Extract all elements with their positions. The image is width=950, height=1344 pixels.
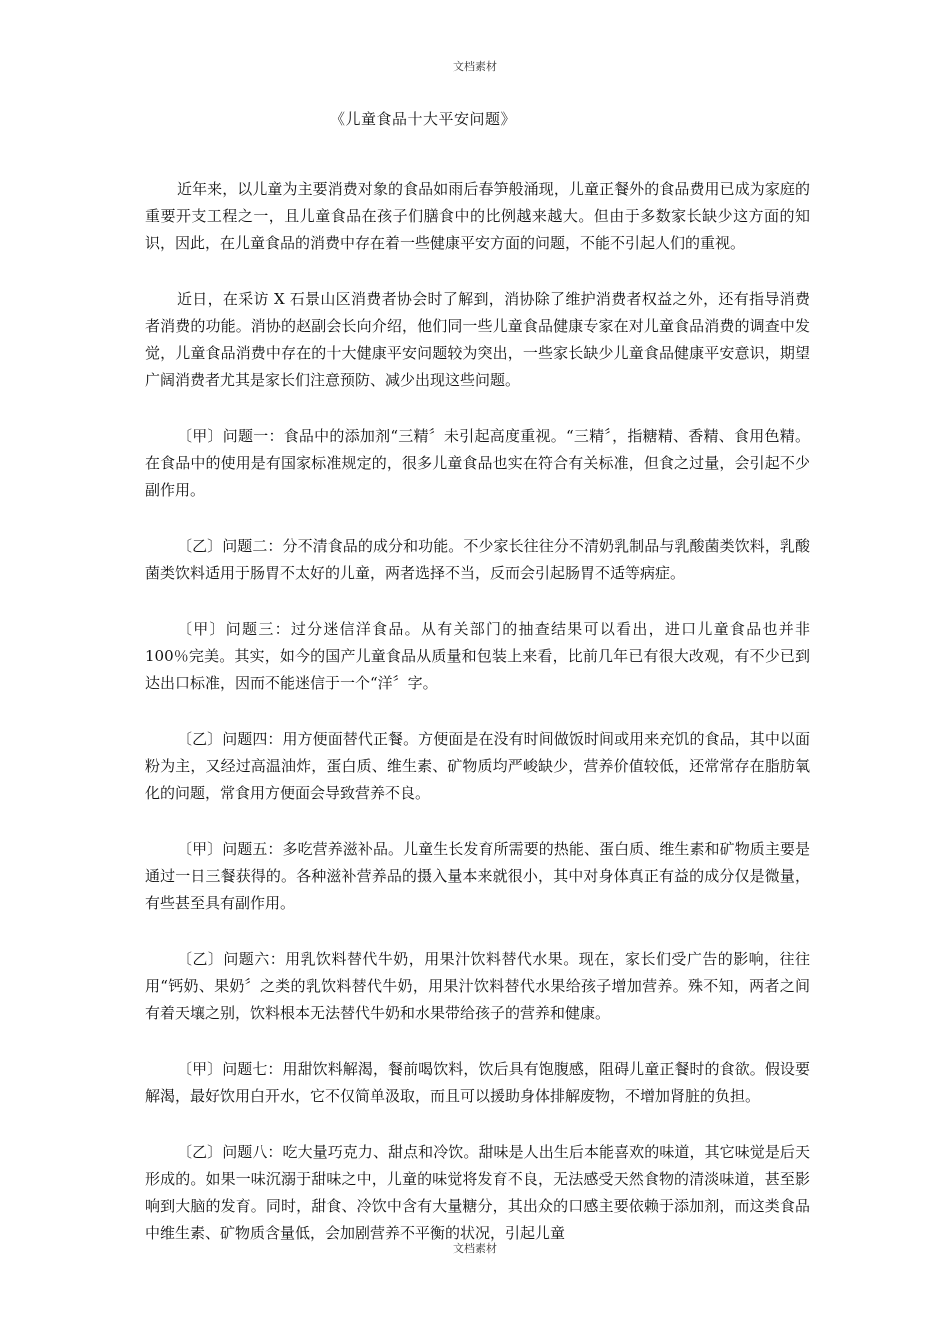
paragraph-issue-7: 〔甲〕问题七：用甜饮料解渴，餐前喝饮料，饮后具有饱腹感，阻碍儿童正餐时的食欲。假设要解渴，最好饮用白开水，它不仅简单汲取，而且可以援助身体排解废物，不增加肾脏的负担。	[145, 1060, 810, 1105]
document-title: 《儿童食品十大平安问题》	[330, 110, 517, 128]
document-body	[145, 176, 810, 1276]
page-footer: 文档素材	[453, 1242, 497, 1255]
paragraph-issue-4: 〔乙〕问题四：用方便面替代正餐。方便面是在没有时间做饭时间或用来充饥的食品，其中以面粉为主，又经过高温油炸，蛋白质、维生素、矿物质均严峻缺少，营养价值较低，还常常存在脂肪氧化的问题，常食用方便面会导致营养不良。	[145, 730, 810, 802]
paragraph-intro: 近年来，以儿童为主要消费对象的食品如雨后春笋般涌现，儿童正餐外的食品费用已成为家庭的重要开支工程之一，且儿童食品在孩子们膳食中的比例越来越大。但由于多数家长缺少这方面的知识，因此，在儿童食品的消费中存在着一些健康平安方面的问题，不能不引起人们的重视。	[145, 180, 810, 252]
paragraph-interview: 近日，在采访 X 石景山区消费者协会时了解到，消协除了维护消费者权益之外，还有指导消费者消费的功能。消协的赵副会长向介绍，他们同一些儿童食品健康专家在对儿童食品消费的调查中发觉，儿童食品消费中存在的十大健康平安问题较为突出，一些家长缺少儿童食品健康平安意识，期望广阔消费者尤其是家长们注意预防、减少出现这些问题。	[145, 290, 810, 389]
paragraph-issue-6: 〔乙〕问题六：用乳饮料替代牛奶，用果汁饮料替代水果。现在，家长们受广告的影响，往往用“钙奶、果奶〞之类的乳饮料替代牛奶，用果汁饮料替代水果给孩子增加营养。殊不知，两者之间有着天壤之别，饮料根本无法替代牛奶和水果带给孩子的营养和健康。	[145, 950, 810, 1022]
paragraph-issue-3: 〔甲〕问题三：过分迷信洋食品。从有关部门的抽查结果可以看出，进口儿童食品也并非 100％完美。其实，如今的国产儿童食品从质量和包装上来看，比前几年已有很大改观，有不少已到达出口标准，因而不能迷信于一个“洋〞字。	[145, 620, 810, 692]
page-header: 文档素材	[453, 60, 497, 73]
paragraph-issue-2: 〔乙〕问题二：分不清食品的成分和功能。不少家长往往分不清奶乳制品与乳酸菌类饮料，乳酸菌类饮料适用于肠胃不太好的儿童，两者选择不当，反而会引起肠胃不适等病症。	[145, 537, 810, 582]
paragraph-issue-1: 〔甲〕问题一：食品中的添加剂“三精〞未引起高度重视。“三精〞，指糖精、香精、食用色精。在食品中的使用是有国家标准规定的，很多儿童食品也实在符合有关标准，但食之过量，会引起不少副作用。	[145, 427, 810, 499]
paragraph-issue-5: 〔甲〕问题五：多吃营养滋补品。儿童生长发育所需要的热能、蛋白质、维生素和矿物质主要是通过一日三餐获得的。各种滋补营养品的摄入量本来就很小，其中对身体真正有益的成分仅是微量，有些甚至具有副作用。	[145, 840, 810, 912]
paragraph-issue-8: 〔乙〕问题八：吃大量巧克力、甜点和冷饮。甜味是人出生后本能喜欢的味道，其它味觉是后天形成的。如果一味沉溺于甜味之中，儿童的味觉将发育不良，无法感受天然食物的清淡味道，甚至影响到大脑的发育。同时，甜食、冷饮中含有大量糖分，其出众的口感主要依赖于添加剂，而这类食品中维生素、矿物质含量低，会加剧营养不平衡的状况，引起儿童	[145, 1143, 810, 1242]
